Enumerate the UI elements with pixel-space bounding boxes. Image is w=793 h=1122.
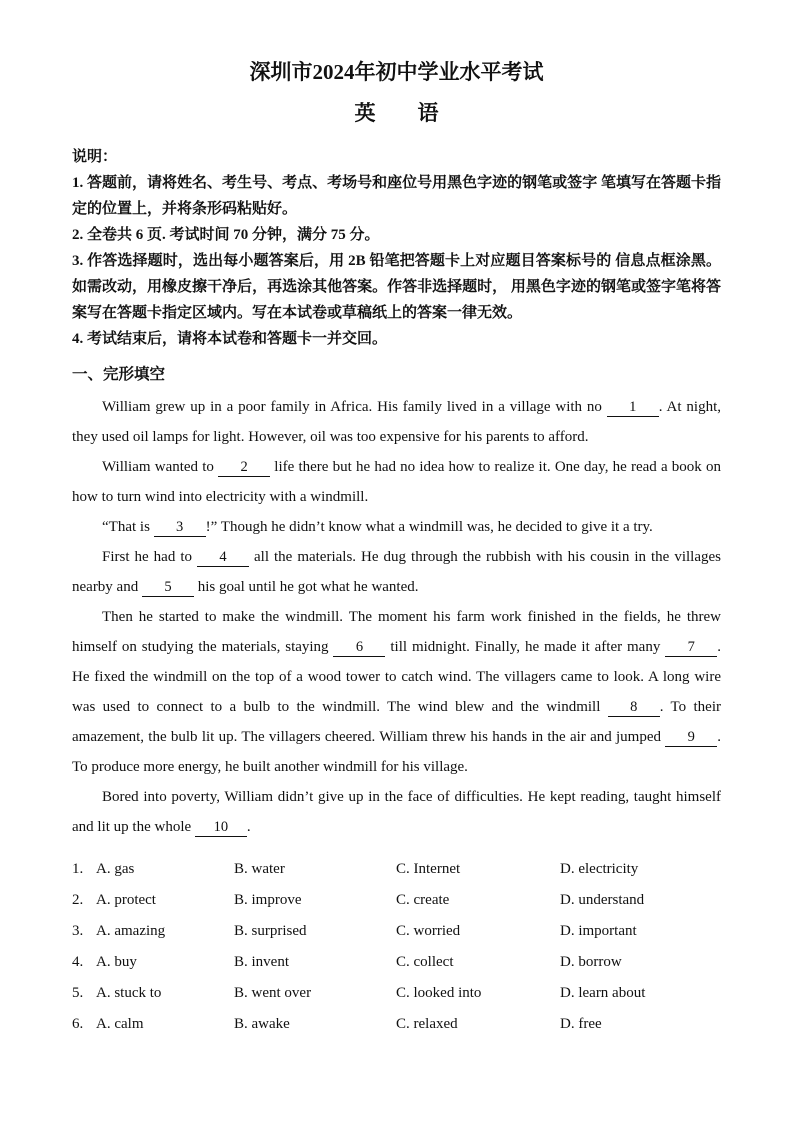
option-row [72,885,721,916]
option-choice: D. important [560,923,637,939]
option-choice: B. water [234,861,285,877]
option-choice: C. Internet [396,861,461,877]
passage-paragraph: Then he started to make the windmill. The moment his farm work finished in the fields, he threw himself on studying the materials, staying 6 till midnight. Finally, he made it after many 7 . He fixed the windmill on the top of a wood tower to catch wind. The villagers came to look. A long wire was used to connect to a bulb to the windmill. The wind blew and the windmill 8 . To their amazement, the bulb lit up. The villagers cheered. William threw his hands in the air and jumped 9 . To produce more energy, he built another windmill for his village. [72,609,721,775]
instruction-item: 1. 答题前，请将姓名、考生号、考点、考场号和座位号用黑色字迹的钢笔或签字 笔填写在答题卡指定的位置上，并将条形码粘贴好。 [72,175,721,217]
page-title: 深圳市2024年初中学业水平考试 [249,60,544,84]
cloze-blank: 4 [197,550,249,567]
option-choice: C. looked into [396,985,482,1001]
option-choice: A. calm [96,1016,144,1032]
passage-paragraph: Bored into poverty, William didn’t give up in the face of difficulties. He kept reading, taught himself and lit up the whole 10 . [72,789,721,835]
option-row [72,1009,721,1040]
option-number: 4. [72,954,84,970]
option-choice: B. went over [234,985,312,1001]
option-choice: A. buy [96,954,137,970]
option-choice: A. protect [96,892,156,908]
option-row [72,978,721,1009]
instructions-list [72,170,721,352]
option-choice: D. electricity [560,861,639,877]
option-row [72,916,721,947]
cloze-blank: 2 [218,460,270,477]
option-choice: D. understand [560,892,645,908]
cloze-blank: 7 [665,640,717,657]
instructions [72,144,721,352]
option-choice: D. free [560,1016,602,1032]
option-choice: C. collect [396,954,454,970]
options-table [72,854,721,1040]
option-choice: B. awake [234,1016,290,1032]
passage-paragraph: William wanted to 2 life there but he had no idea how to realize it. One day, he read a book on how to turn wind into electricity with a windmill. [72,459,721,505]
option-number: 3. [72,923,84,939]
option-choice: B. improve [234,892,302,908]
option-row [72,947,721,978]
option-choice: C. relaxed [396,1016,458,1032]
instruction-item: 4. 考试结束后，请将本试卷和答题卡一并交回。 [72,331,388,347]
option-choice: C. create [396,892,450,908]
passage-paragraph: “That is 3 !” Though he didn’t know what a windmill was, he decided to give it a try. [102,519,653,535]
instruction-item: 2. 全卷共 6 页. 考试时间 70 分钟，满分 75 分。 [72,227,380,243]
option-number: 1. [72,861,84,877]
cloze-blank: 10 [195,820,247,837]
cloze-blank: 9 [665,730,717,747]
instructions-label: 说明： [72,149,118,165]
subject-title: 英 语 [354,101,439,125]
cloze-blank: 3 [154,520,206,537]
section-title: 一、完形填空 [72,366,166,383]
passage-paragraph: William grew up in a poor family in Africa. His family lived in a village with no 1 . At night, they used oil lamps for light. However, oil was too expensive for his parents to afford. [72,399,721,445]
option-choice: A. stuck to [96,985,162,1001]
option-choice: A. gas [96,861,135,877]
cloze-blank: 5 [142,580,194,597]
option-number: 6. [72,1016,84,1032]
option-row [72,854,721,885]
option-choice: A. amazing [96,923,166,939]
option-choice: D. learn about [560,985,646,1001]
passage [72,392,721,842]
cloze-blank: 6 [333,640,385,657]
passage-paragraph: First he had to 4 all the materials. He dug through the rubbish with his cousin in the villages nearby and 5 his goal until he got what he wanted. [72,549,721,595]
option-choice: B. surprised [234,923,307,939]
option-choice: B. invent [234,954,289,970]
cloze-blank: 8 [608,700,660,717]
option-choice: C. worried [396,923,461,939]
option-number: 2. [72,892,84,908]
instruction-item: 3. 作答选择题时，选出每小题答案后，用 2B 铅笔把答题卡上对应题目答案标号的 信息点框涂黑。如需改动，用橡皮擦干净后，再选涂其他答案。作答非选择题时， 用黑色字迹的钢笔或签字笔将答案写在答题卡指定区域内。写在本试卷或草稿纸上的答案一律无效。 [72,253,721,321]
option-number: 5. [72,985,84,1001]
option-choice: D. borrow [560,954,622,970]
cloze-blank: 1 [607,400,659,417]
